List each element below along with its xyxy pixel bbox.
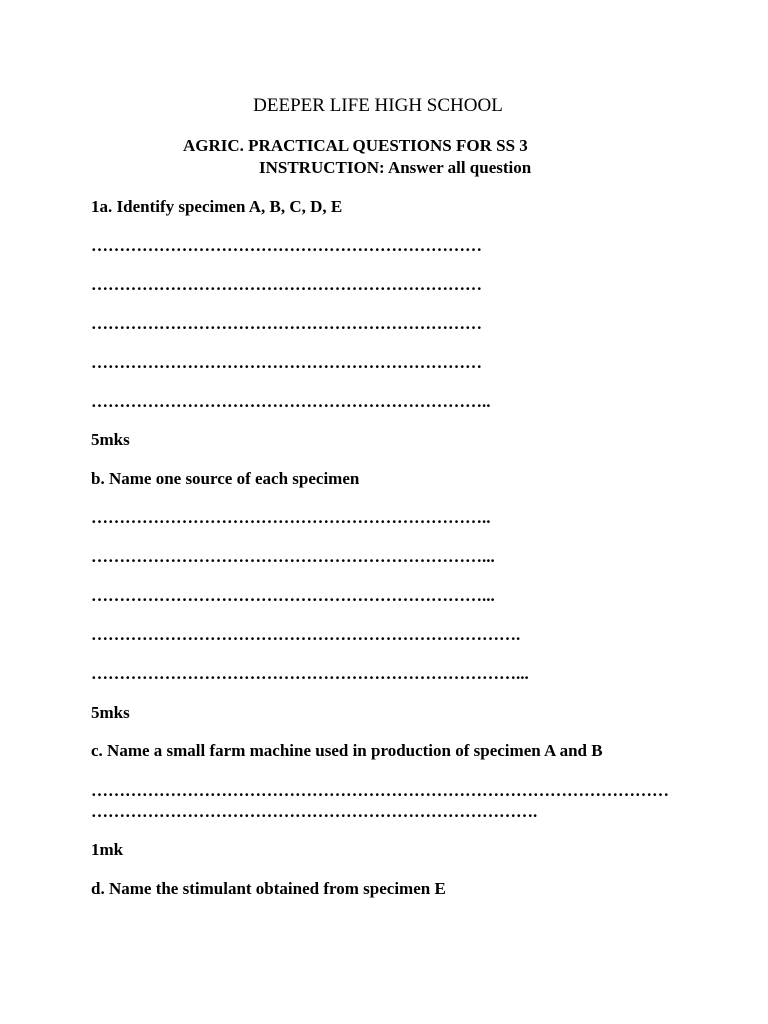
answer-line: ……………………………………………………………... bbox=[91, 547, 495, 566]
question-b-prompt: b. Name one source of each specimen bbox=[91, 469, 360, 488]
question-1a-marks: 5mks bbox=[91, 430, 130, 449]
answer-line: …………………………………………………………… bbox=[91, 236, 482, 255]
exam-subtitle: AGRIC. PRACTICAL QUESTIONS FOR SS 3 bbox=[183, 136, 528, 155]
answer-line: …………………………………………………………………... bbox=[91, 664, 529, 683]
answer-line: …………………………………………………………….. bbox=[91, 392, 491, 411]
question-c-marks: 1mk bbox=[91, 840, 124, 859]
answer-line: …………………………………………………………………. bbox=[91, 625, 521, 644]
answer-line: …………………………………………………………… bbox=[91, 314, 482, 333]
answer-line: …………………………………………………………….. bbox=[91, 508, 491, 527]
school-name: DEEPER LIFE HIGH SCHOOL bbox=[253, 95, 503, 116]
exam-instruction: INSTRUCTION: Answer all question bbox=[259, 158, 532, 177]
answer-line: …………………………………………………………… bbox=[91, 353, 482, 372]
question-b-marks: 5mks bbox=[91, 703, 130, 722]
question-d-prompt: d. Name the stimulant obtained from specimen E bbox=[91, 879, 446, 898]
answer-line: ………………………………………………………………………………………… bbox=[91, 781, 669, 800]
question-1a-prompt: 1a. Identify specimen A, B, C, D, E bbox=[91, 197, 343, 216]
question-c-prompt: c. Name a small farm machine used in production of specimen A and B bbox=[91, 741, 603, 760]
answer-line: ……………………………………………………………………. bbox=[91, 802, 538, 821]
answer-line: …………………………………………………………… bbox=[91, 275, 482, 294]
answer-line: ……………………………………………………………... bbox=[91, 586, 495, 605]
